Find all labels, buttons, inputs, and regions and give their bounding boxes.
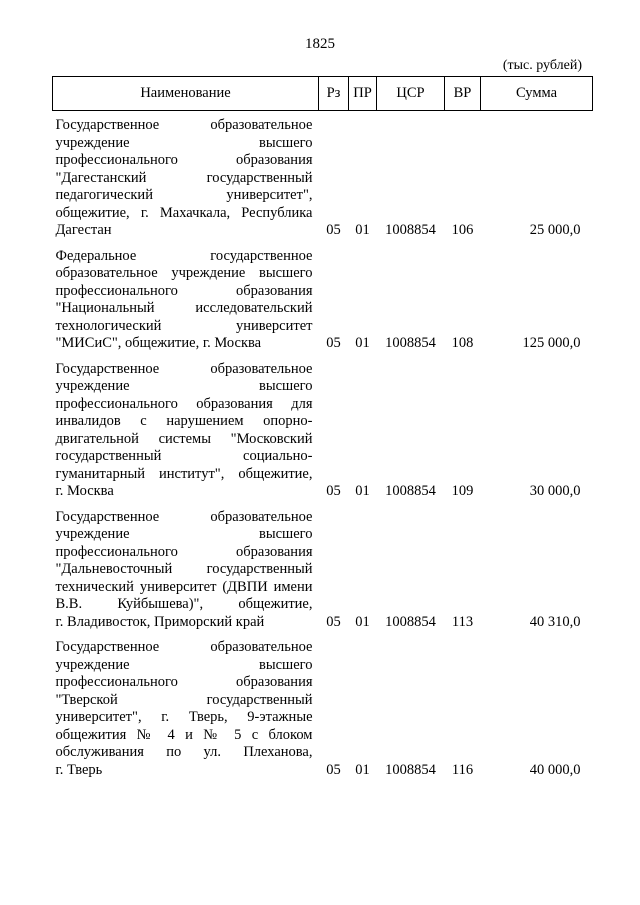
row-name-line: учреждение высшего [55, 526, 313, 542]
row-name-line: "Национальный исследовательский [55, 300, 313, 316]
row-name-line: обслуживания по ул. Плеханова, [55, 744, 313, 760]
row-name-line: образовательное учреждение высшего [55, 265, 313, 281]
table-body [53, 111, 593, 780]
units-label: (тыс. рублей) [502, 58, 582, 73]
row-sum: 125 000,0 [522, 335, 581, 351]
table-row [53, 240, 593, 353]
header-name: Наименование [53, 77, 319, 111]
row-name-line: гуманитарный институт", общежитие, [55, 465, 313, 482]
row-csr: 1008854 [385, 483, 436, 499]
row-name-line: университет", г. Тверь, 9-этажные [55, 709, 313, 725]
row-rz: 05 [326, 222, 341, 238]
row-pr: 01 [355, 335, 370, 351]
row-pr: 01 [355, 483, 370, 499]
row-name-line: "Дальневосточный государственный [55, 561, 313, 577]
row-name-line: г. Тверь [55, 761, 103, 778]
header-csr: ЦСР [377, 77, 445, 111]
row-name-line: профессионального образования [55, 543, 313, 560]
row-name-line: Государственное образовательное [55, 639, 313, 655]
row-pr: 01 [355, 613, 370, 630]
row-pr: 01 [355, 222, 370, 238]
row-vr: 108 [451, 335, 474, 351]
table-row [53, 353, 593, 501]
row-name [53, 240, 319, 353]
row-vr: 116 [451, 761, 474, 778]
row-name-line: общежитие, г. Махачкала, Республика [55, 204, 313, 221]
row-name-line: учреждение высшего [55, 378, 313, 394]
header-sum: Сумма [481, 77, 593, 111]
header-pr: ПР [349, 77, 377, 111]
header-vr: ВР [445, 77, 481, 111]
row-csr: 1008854 [385, 222, 436, 238]
row-pr: 01 [355, 761, 370, 778]
row-rz: 05 [326, 483, 341, 499]
row-name-line: профессионального образования [55, 282, 313, 299]
row-name-line: профессионального образования [55, 674, 313, 690]
row-rz: 05 [326, 613, 341, 630]
row-name-line: В.В. Куйбышева)", общежитие, [55, 596, 313, 612]
row-name-line: педагогический университет", [55, 187, 313, 203]
table-row [53, 111, 593, 240]
row-sum: 25 000,0 [529, 222, 581, 238]
budget-table [52, 76, 593, 779]
row-name-line: государственный социально- [55, 448, 313, 464]
row-name-line: профессионального образования [55, 152, 313, 168]
row-name [53, 353, 319, 501]
row-sum: 30 000,0 [529, 483, 581, 499]
row-name [53, 111, 319, 240]
row-name-line: двигательной системы "Московский [55, 430, 313, 447]
row-vr: 109 [451, 483, 474, 499]
row-name-line: технологический университет [55, 317, 313, 334]
row-name-line: общежития № 4 и № 5 с блоком [55, 726, 313, 743]
row-name-line: учреждение высшего [55, 134, 313, 151]
row-name-line: г. Владивосток, Приморский край [55, 613, 265, 630]
row-csr: 1008854 [385, 335, 436, 351]
row-name-line: "Дагестанский государственный [55, 169, 313, 186]
row-name-line: Государственное образовательное [55, 117, 313, 133]
table-header [53, 77, 593, 111]
row-name-line: "МИСиС", общежитие, г. Москва [55, 335, 262, 351]
row-name-line: Федеральное государственное [55, 247, 313, 264]
row-name-line: профессионального образования для [55, 395, 313, 412]
row-sum: 40 310,0 [529, 613, 581, 630]
row-name-line: Дагестан [55, 222, 112, 238]
page-number: 1825 [305, 36, 335, 52]
row-name-line: инвалидов с нарушением опорно- [55, 413, 313, 429]
header-rz: Рз [319, 77, 349, 111]
row-rz: 05 [326, 761, 341, 778]
table-row [53, 501, 593, 632]
row-sum: 40 000,0 [529, 761, 581, 778]
row-name-line: Государственное образовательное [55, 508, 313, 525]
row-name-line: технический университет (ДВПИ имени [55, 578, 313, 595]
row-vr: 106 [451, 222, 474, 238]
row-name-line: г. Москва [55, 483, 114, 499]
row-rz: 05 [326, 335, 341, 351]
row-csr: 1008854 [385, 613, 436, 630]
row-name-line: учреждение высшего [55, 656, 313, 673]
row-name [53, 631, 319, 779]
row-name-line: Государственное образовательное [55, 360, 313, 377]
table-row [53, 631, 593, 779]
row-vr: 113 [451, 613, 474, 630]
row-name [53, 501, 319, 632]
row-name-line: "Тверской государственный [55, 691, 313, 708]
row-csr: 1008854 [385, 761, 436, 778]
